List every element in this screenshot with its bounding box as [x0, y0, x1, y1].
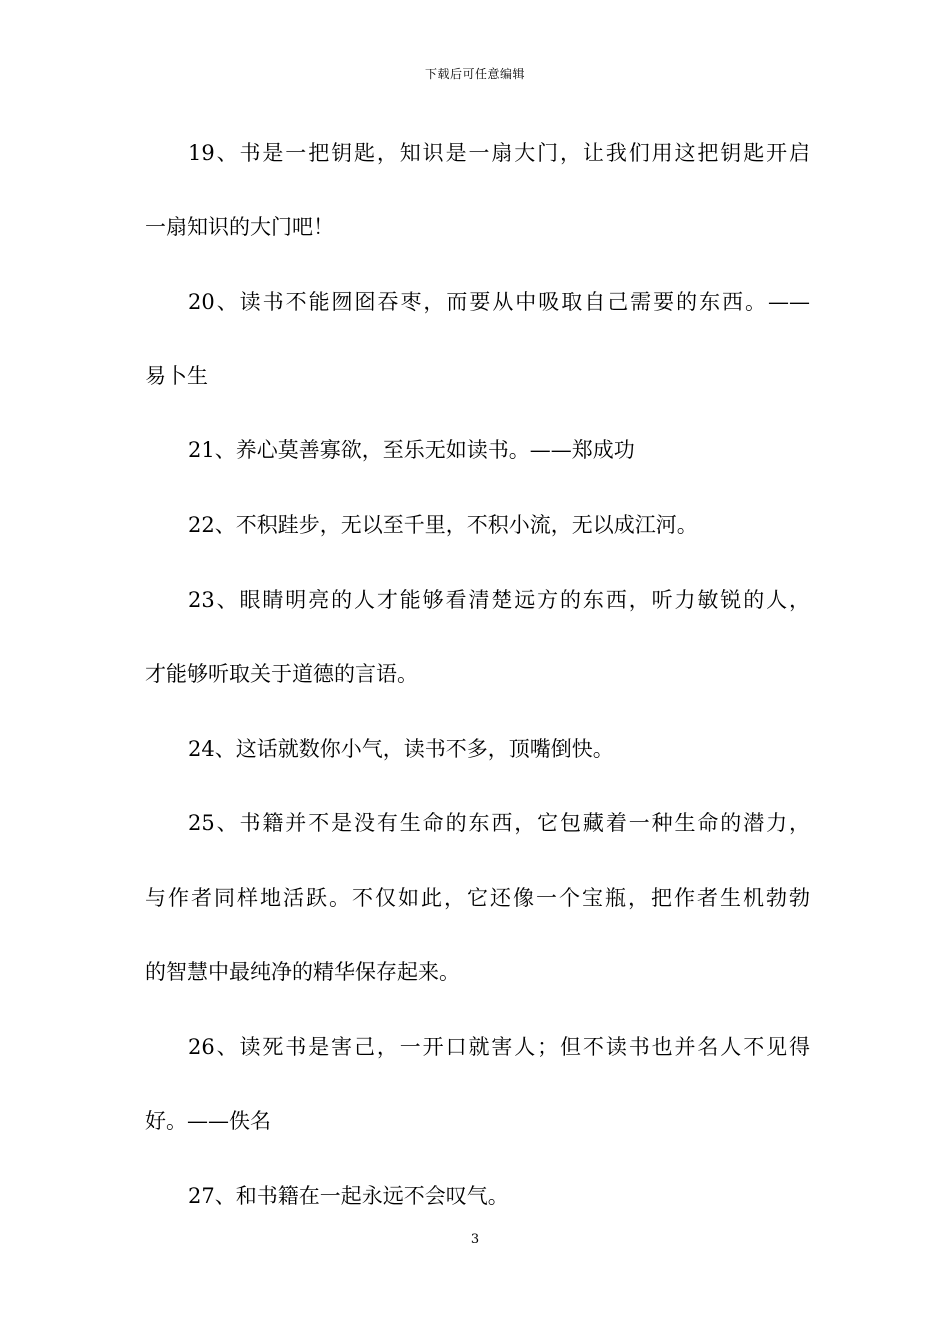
page-header: 下载后可任意编辑: [424, 67, 525, 81]
quote-20-line-1: 20、读书不能囫囵吞枣，而要从中吸取自己需要的东西。——: [188, 290, 810, 314]
quote-22: 22、不积跬步，无以至千里，不积小流，无以成江河。: [188, 513, 698, 537]
quote-19-line-2: 一扇知识的大门吧！: [145, 215, 334, 239]
quote-21: 21、养心莫善寡欲，至乐无如读书。——郑成功: [188, 438, 635, 462]
quote-24: 24、这话就数你小气，读书不多，顶嘴倒快。: [188, 737, 614, 761]
quote-26-line-1: 26、读死书是害己，一开口就害人；但不读书也并名人不见得: [188, 1035, 810, 1059]
quote-20-line-2: 易卜生: [145, 364, 208, 388]
quote-25-line-3: 的智慧中最纯净的精华保存起来。: [145, 960, 460, 984]
quote-19-line-1: 19、书是一把钥匙，知识是一扇大门，让我们用这把钥匙开启: [188, 141, 810, 165]
quote-25-line-1: 25、书籍并不是没有生命的东西，它包藏着一种生命的潜力，: [188, 811, 810, 835]
quote-27: 27、和书籍在一起永远不会叹气。: [188, 1184, 509, 1208]
page-number: 3: [470, 1232, 480, 1247]
quote-26-line-2: 好。——佚名: [145, 1109, 271, 1133]
quote-23-line-1: 23、眼睛明亮的人才能够看清楚远方的东西，听力敏锐的人，: [188, 588, 810, 612]
quote-25-line-2: 与作者同样地活跃。不仅如此，它还像一个宝瓶，把作者生机勃勃: [145, 886, 810, 910]
quote-23-line-2: 才能够听取关于道德的言语。: [145, 662, 418, 686]
